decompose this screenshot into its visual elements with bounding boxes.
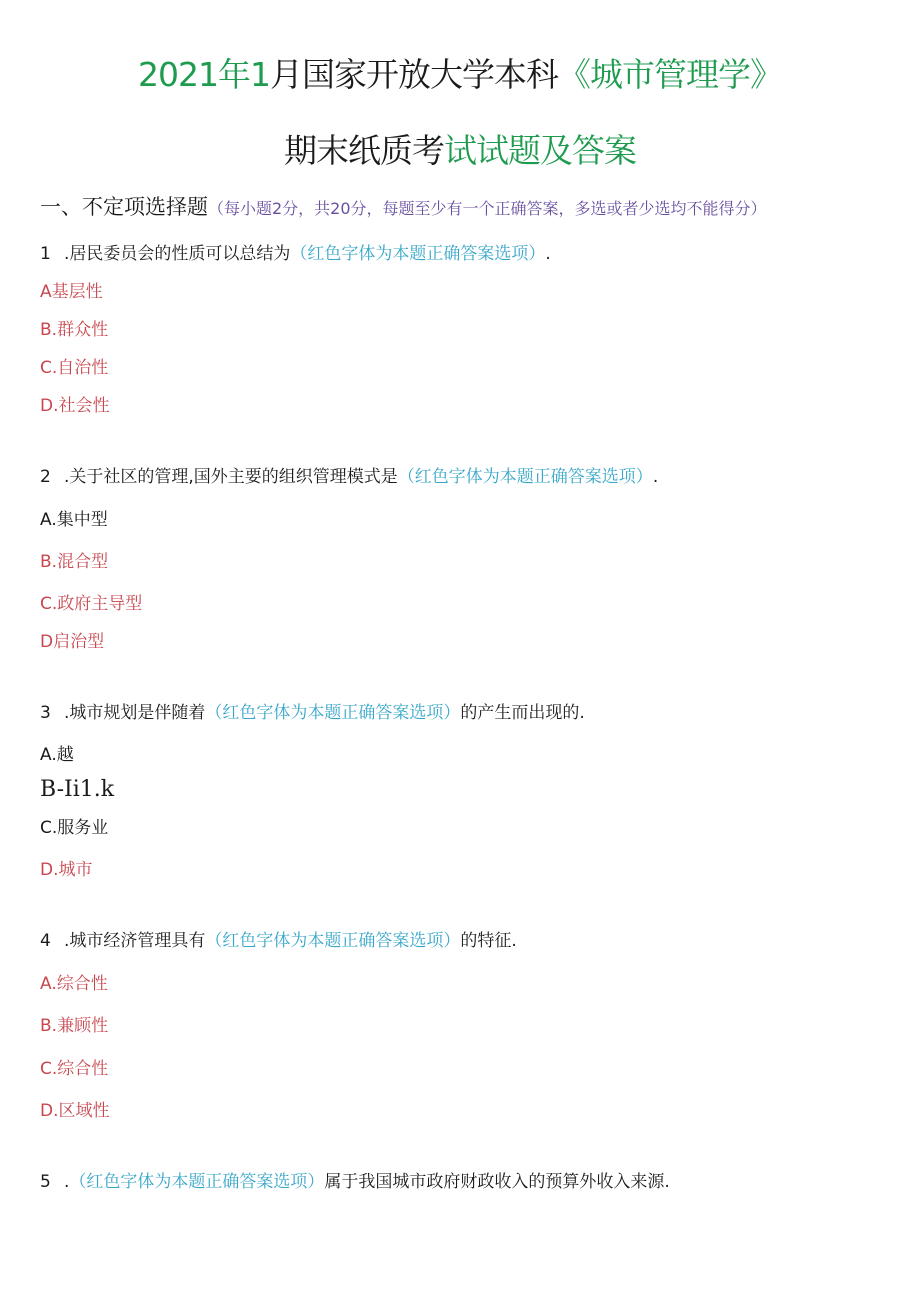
question-number: 4 [40, 931, 51, 951]
question-text: .关于社区的管理,国外主要的组织管理模式是 [64, 467, 398, 487]
answer-hint: （红色字体为本题正确答案选项） [290, 244, 546, 264]
answer-hint: （红色字体为本题正确答案选项） [205, 703, 461, 723]
option-1d: D.社会性 [40, 396, 110, 416]
option-2a: A.集中型 [40, 510, 108, 530]
question-3 [40, 701, 585, 725]
question-suffix: 属于我国城市政府财政收入的预算外收入来源. [324, 1172, 670, 1192]
answer-hint: （红色字体为本题正确答案选项） [69, 1172, 325, 1192]
title-answer-part: 试试题及答案 [444, 131, 636, 170]
question-1 [40, 242, 551, 266]
title-exam-part: 期末纸质考 [284, 131, 444, 170]
document-title-line2 [0, 128, 920, 174]
section-title: 一、不定项选择题 [40, 195, 208, 219]
title-course-part: 《城市管理学》 [557, 55, 782, 94]
question-text: .城市经济管理具有 [64, 931, 206, 951]
question-number: 5 [40, 1172, 51, 1192]
section-note: （每小题2分，共20分，每题至少有一个正确答案，多选或者少选均不能得分） [208, 199, 767, 218]
question-number: 1 [40, 244, 51, 264]
option-4d: D.区域性 [40, 1101, 110, 1121]
option-2c: C.政府主导型 [40, 594, 143, 614]
question-suffix: . [545, 244, 551, 264]
question-text: .居民委员会的性质可以总结为 [64, 244, 291, 264]
option-3a: A.越 [40, 745, 74, 765]
question-suffix: . [652, 467, 659, 487]
question-text: . [64, 1172, 70, 1192]
option-4b: B.兼顾性 [40, 1016, 109, 1036]
option-1c: C.自治性 [40, 358, 109, 378]
option-2d: D启治型 [40, 632, 105, 652]
question-5 [40, 1170, 670, 1194]
option-3c: C.服务业 [40, 818, 109, 838]
option-4a: A.综合性 [40, 974, 108, 994]
option-3d: D.城市 [40, 860, 93, 880]
question-suffix: 的产生而出现的. [460, 703, 585, 723]
answer-hint: （红色字体为本题正确答案选项） [205, 931, 461, 951]
question-suffix: 的特征. [460, 931, 517, 951]
question-number: 2 [40, 467, 51, 487]
question-number: 3 [40, 703, 51, 723]
section-heading [40, 192, 767, 224]
option-1a: A基层性 [40, 282, 103, 302]
answer-hint: （红色字体为本题正确答案选项） [397, 467, 653, 487]
option-3b: B-Ii1.k [40, 777, 115, 802]
option-2b: B.混合型 [40, 552, 109, 572]
option-4c: C.综合性 [40, 1059, 109, 1079]
option-1b: B.群众性 [40, 320, 109, 340]
question-text: .城市规划是伴随着 [64, 703, 206, 723]
title-year-part: 2021年1 [138, 55, 270, 94]
question-4 [40, 929, 517, 953]
question-2 [40, 465, 658, 489]
title-institution-part: 月国家开放大学本科 [269, 55, 558, 94]
document-title-line1 [0, 52, 920, 98]
